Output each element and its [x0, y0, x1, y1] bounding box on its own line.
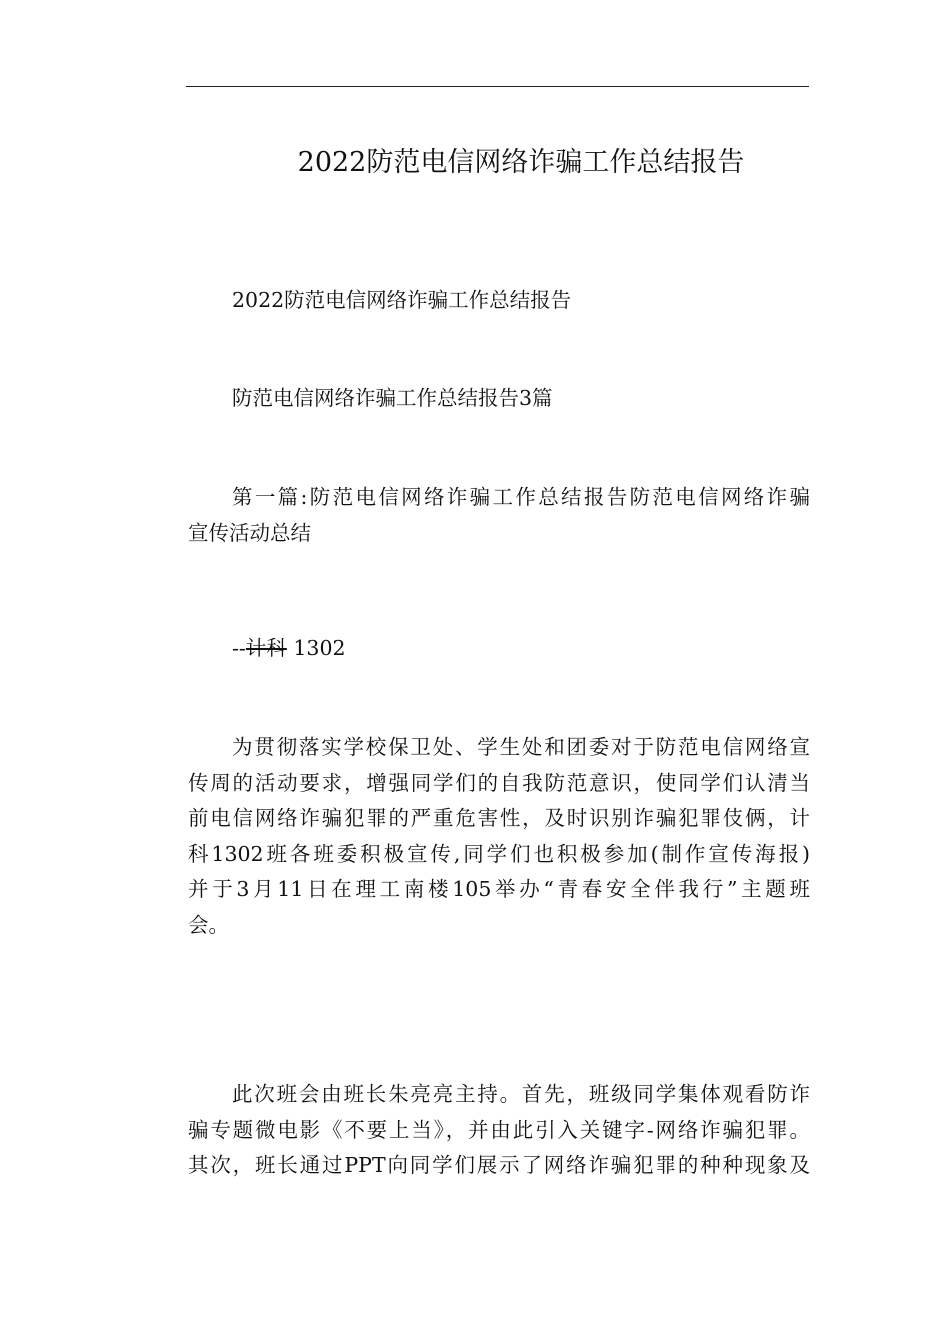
paragraph-2 [188, 1077, 810, 1184]
author-struck-text: 计科 [245, 636, 287, 660]
author-line [188, 630, 854, 666]
document-title: 2022防范电信网络诈骗工作总结报告 [297, 147, 745, 178]
paragraph-line: 传周的活动要求，增强同学们的自我防范意识，使同学们认清当 [188, 770, 810, 795]
chapter-heading-line: 第一篇:防范电信网络诈骗工作总结报告防范电信网络诈骗 [232, 485, 810, 509]
collection-line: 防范电信网络诈骗工作总结报告3篇 [232, 386, 553, 410]
paragraph-line: 其次，班长通过PPT向同学们展示了网络诈骗犯罪的种种现象及 [188, 1153, 810, 1177]
chapter-heading [188, 480, 810, 551]
paragraph-line: 为贯彻落实学校保卫处、学生处和团委对于防范电信网络宣 [232, 735, 810, 759]
paragraph-line: 骗专题微电影《不要上当》，并由此引入关键字-网络诈骗犯罪。 [188, 1117, 810, 1142]
paragraph-line: 此次班会由班长朱亮亮主持。首先，班级同学集体观看防诈 [232, 1082, 810, 1106]
author-prefix: -- [232, 636, 246, 660]
paragraph-line: 科1302班各班委积极宣传,同学们也积极参加(制作宣传海报) [188, 841, 810, 866]
subtitle-line: 2022防范电信网络诈骗工作总结报告 [232, 288, 572, 312]
paragraph-line: 前电信网络诈骗犯罪的严重危害性，及时识别诈骗犯罪伎俩，计 [188, 806, 810, 830]
header-rule [186, 86, 809, 87]
paragraph-line: 并于3月11日在理工南楼105举办“青春安全伴我行”主题班 [188, 877, 810, 901]
chapter-heading-line: 宣传活动总结 [188, 520, 311, 545]
author-suffix: 1302 [286, 636, 346, 660]
paragraph-1 [188, 730, 810, 943]
paragraph-line: 会。 [188, 912, 229, 937]
